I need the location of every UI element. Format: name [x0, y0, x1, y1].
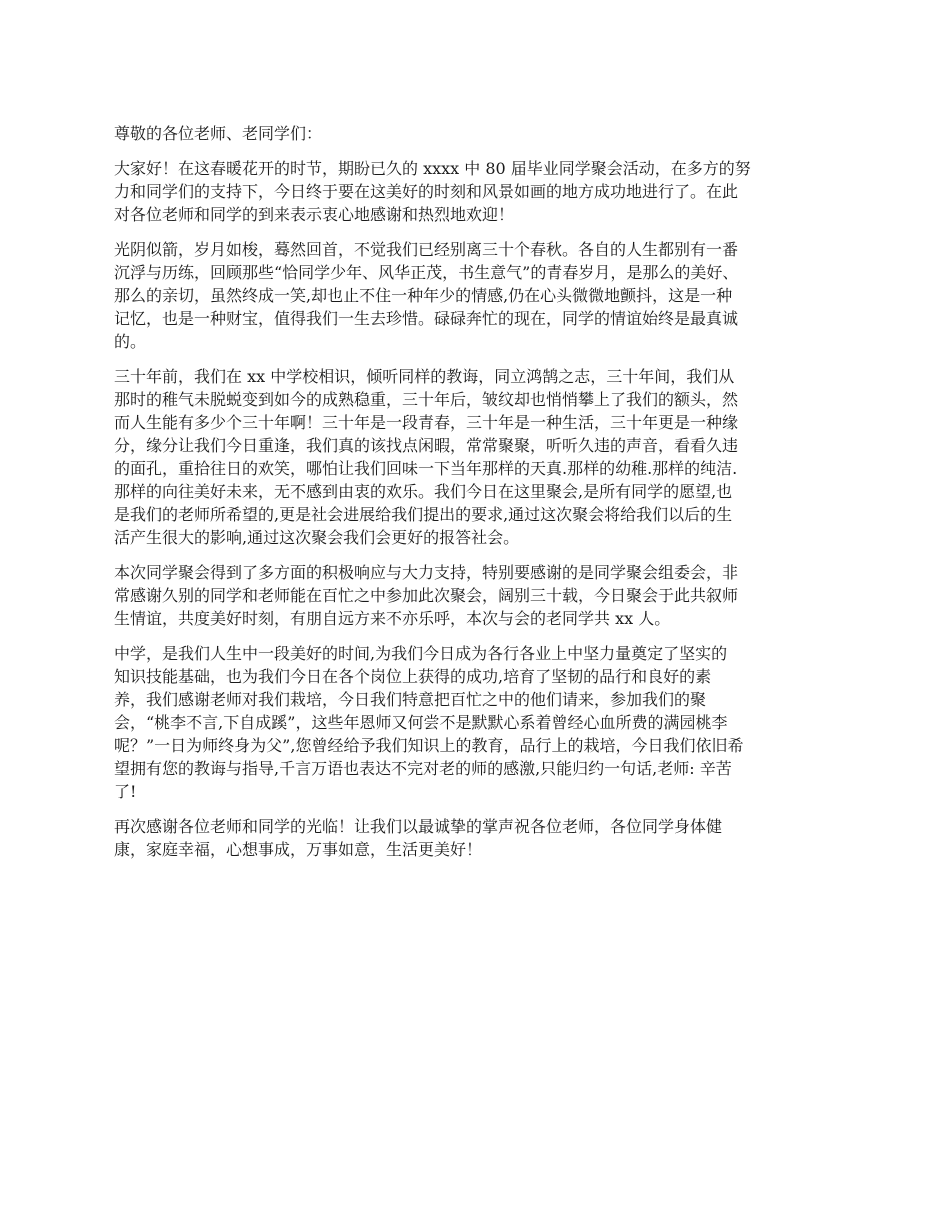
paragraph-teachers: 中学，是我们人生中一段美好的时间,为我们今日成为各行各业上中坚力量奠定了坚实的 知识技能基础，也为我们今日在各个岗位上获得的成功,培育了坚韧的品行和良好的素 养，我们感谢老师对我们栽培，今日我们特意把百忙之中的他们请来，参加我们的聚 会，“桃李不言,下自成蹊”，这些年恩师又何尝不是默默心系着曾经心血所费的满园桃李 呢？”一日为师终身为父”,您曾经给予我们知识上的教育，品行上的栽培，今日我们依旧希 望拥有您的教诲与指导,千言万语也表达不完对老的师的感激,只能归约一句话,老师: 辛苦 了! — [114, 644, 744, 801]
document-page — [114, 122, 840, 873]
paragraph-closing: 再次感谢各位老师和同学的光临！让我们以最诚挚的掌声祝各位老师，各位同学身体健 康，家庭幸福，心想事成，万事如意，生活更美好！ — [114, 817, 723, 859]
paragraph-thanks-committee: 本次同学聚会得到了多方面的积极响应与大力支持，特别要感谢的是同学聚会组委会，非 常感谢久别的同学和老师能在百忙之中参加此次聚会，阔别三十载，今日聚会于此共叙师 生情谊，共度美好时刻，有朋自远方来不亦乐呼，本次与会的老同学共 xx 人。 — [114, 563, 739, 628]
paragraph-thirty-years: 三十年前，我们在 xx 中学校相识，倾听同样的教诲，同立鸿鹄之志，三十年间，我们从 那时的稚气未脱蜕变到如今的成熟稳重，三十年后，皱纹却也悄悄攀上了我们的额头，然 而人生能有多少个三十年啊！三十年是一段青春，三十年是一种生活，三十年更是一种缘 分，缘分让我们今日重逢，我们真的该找点闲暇，常常聚聚，听听久违的声音，看看久违 的面孔，重拾往日的欢笑，哪怕让我们回味一下当年那样的天真.那样的幼稚.那样的纯洁. 那样的向往美好未来，无不感到由衷的欢乐。我们今日在这里聚会,是所有同学的愿望,也 是我们的老师所希望的,更是社会进展给我们提出的要求,通过这次聚会将给我们以后的生 活产生很大的影响,通过这次聚会我们会更好的报答社会。 — [114, 367, 739, 547]
paragraph-memories: 光阴似箭，岁月如梭，蓦然回首，不觉我们已经别离三十个春秋。各自的人生都别有一番 沉浮与历练，回顾那些“恰同学少年、风华正茂，书生意气”的青春岁月，是那么的美好、 那么的亲切，虽然终成一笑,却也止不住一种年少的情感,仍在心头微微地颤抖，这是一种 记忆，也是一种财宝，值得我们一生去珍惜。碌碌奔忙的现在，同学的情谊始终是最真诚 的。 — [114, 240, 739, 351]
salutation: 尊敬的各位老师、老同学们： — [114, 124, 323, 143]
paragraph-welcome: 大家好！在这春暖花开的时节，期盼已久的 xxxx 中 80 届毕业同学聚会活动，在多方的努 力和同学们的支持下，今日终于要在这美好的时刻和风景如画的地方成功地进行了。在此 对各位老师和同学的到来表示衷心地感谢和热烈地欢迎！ — [114, 159, 751, 224]
